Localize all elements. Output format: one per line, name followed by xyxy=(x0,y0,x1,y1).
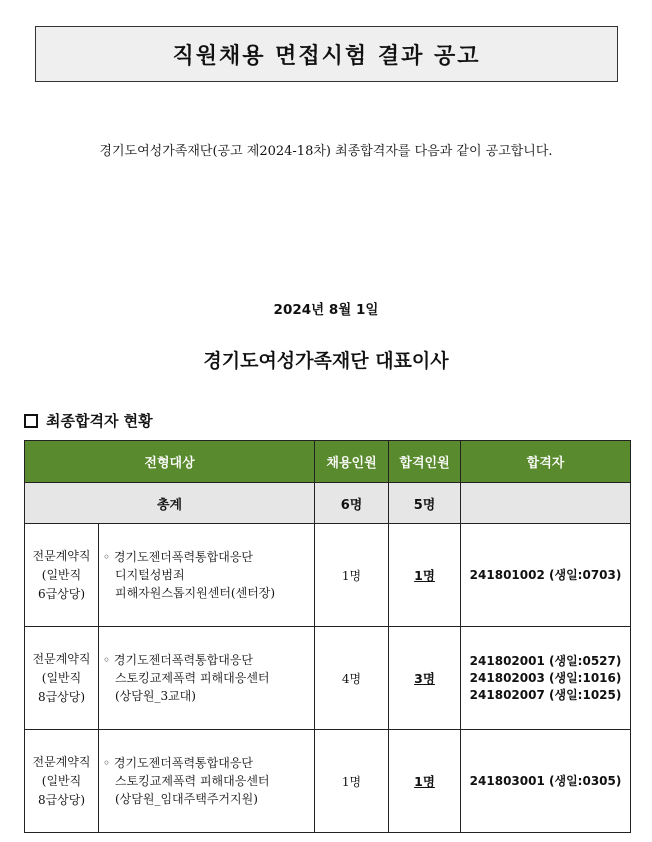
hired-count: 1명 xyxy=(315,730,389,833)
position-line: 스토킹교제폭력 피해대응센터 xyxy=(115,671,270,685)
position-line: 디지털성범죄 xyxy=(115,568,185,582)
winners-cell xyxy=(461,524,631,627)
total-winners xyxy=(461,483,631,524)
category-line: 전문계약직 xyxy=(32,651,91,666)
position-line: ◦ 경기도젠더폭력통합대응단 xyxy=(103,756,253,770)
winners-cell xyxy=(461,627,631,730)
category-line: 8급상당) xyxy=(37,689,86,704)
winner-entry: 241802003 (생일:1016) xyxy=(469,670,622,685)
position-cell xyxy=(99,730,315,833)
total-row xyxy=(25,483,631,524)
table-row xyxy=(25,627,631,730)
winner-entry: 241802007 (생일:1025) xyxy=(469,687,622,702)
hired-count: 1명 xyxy=(315,524,389,627)
table-row xyxy=(25,730,631,833)
category-line: (일반직 xyxy=(41,773,82,788)
table-header-row xyxy=(25,441,631,483)
announcement-date: 2024년 8월 1일 xyxy=(273,302,379,318)
position-line: ◦ 경기도젠더폭력통합대응단 xyxy=(103,550,253,564)
total-label: 총계 xyxy=(25,483,315,524)
category-line: 전문계약직 xyxy=(32,548,91,563)
category-cell xyxy=(25,730,99,833)
section-heading xyxy=(24,410,153,431)
position-line: (상담원_임대주택주거지원) xyxy=(115,792,258,806)
organization-signature: 경기도여성가족재단 대표이사 xyxy=(203,350,449,372)
category-line: (일반직 xyxy=(41,567,82,582)
position-line: ◦ 경기도젠더폭력통합대응단 xyxy=(103,653,253,667)
total-hired: 6명 xyxy=(315,483,389,524)
section-title: 최종합격자 현황 xyxy=(46,412,153,430)
position-line: (상담원_3교대) xyxy=(115,689,196,703)
position-cell xyxy=(99,627,315,730)
category-cell xyxy=(25,524,99,627)
checkbox-bullet-icon xyxy=(24,414,38,428)
passed-count: 1명 xyxy=(389,730,461,833)
header-category: 전형대상 xyxy=(25,441,315,483)
winner-entry: 241801002 (생일:0703) xyxy=(469,567,622,582)
category-cell xyxy=(25,627,99,730)
category-line: 8급상당) xyxy=(37,792,86,807)
title-box xyxy=(35,26,618,82)
results-table xyxy=(24,440,631,833)
header-hired: 채용인원 xyxy=(315,441,389,483)
position-line: 스토킹교제폭력 피해대응센터 xyxy=(115,774,270,788)
table-row xyxy=(25,524,631,627)
header-winners: 합격자 xyxy=(461,441,631,483)
hired-count: 4명 xyxy=(315,627,389,730)
header-passed: 합격인원 xyxy=(389,441,461,483)
intro-text: 경기도여성가족재단(공고 제2024-18차) 최종합격자를 다음과 같이 공고합니다. xyxy=(99,144,553,159)
passed-count: 1명 xyxy=(389,524,461,627)
position-line: 피해자원스톱지원센터(센터장) xyxy=(115,586,276,600)
position-cell xyxy=(99,524,315,627)
winner-entry: 241802001 (생일:0527) xyxy=(469,653,622,668)
total-passed: 5명 xyxy=(389,483,461,524)
category-line: (일반직 xyxy=(41,670,82,685)
passed-count: 3명 xyxy=(389,627,461,730)
category-line: 전문계약직 xyxy=(32,754,91,769)
winner-entry: 241803001 (생일:0305) xyxy=(469,773,622,788)
page-title: 직원채용 면접시험 결과 공고 xyxy=(172,43,481,69)
category-line: 6급상당) xyxy=(37,586,86,601)
winners-cell xyxy=(461,730,631,833)
